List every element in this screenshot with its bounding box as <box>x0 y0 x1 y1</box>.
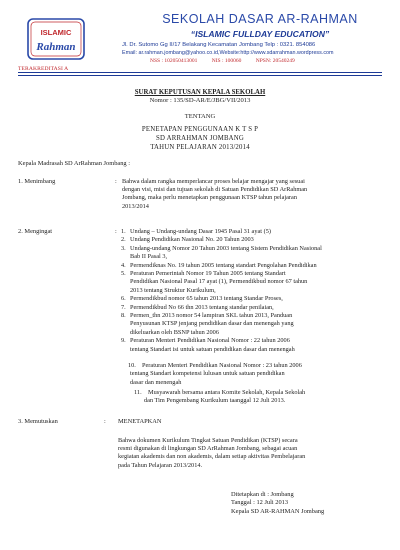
signature-signer: Kepala SD AR-RAHMAN Jombang <box>231 507 325 515</box>
school-name: SEKOLAH DASAR AR-RAHMAN <box>162 12 358 26</box>
decree-number: Nomor : 135/SD-AR/E/JBG/VII/2013 <box>149 97 251 104</box>
memutuskan-colon: : <box>104 418 106 425</box>
accreditation-label: TERAKREDITASI A <box>18 66 69 72</box>
decree-subject-2: SD ARRAHMAN JOMBANG <box>155 135 245 142</box>
menimbang-line: dengan visi, misi dan tujuan sekolah di Satuan Pendidikan SD ArRahman <box>122 186 308 194</box>
decree-subject-1: PENETAPAN PENGGUNAAN K T S P <box>141 126 259 133</box>
npsn-number: NPSN: 20540249 <box>255 58 295 64</box>
signature-date: Tanggal : 12 Juli 2013 <box>231 499 289 507</box>
list-item: 7. Permendikbud No 66 thn 2013 tentang standar penilaian, <box>121 303 274 311</box>
school-motto: “ISLAMIC FULLDAY EDUCATION” <box>190 29 330 39</box>
memutuskan-heading: MENETAPKAN <box>118 418 162 425</box>
menimbang-label: 1. Menimbang <box>18 178 56 185</box>
school-address: Jl. Dr. Sutomo Gg II/17 Belakang Kecamatan Jombang Telp : 0321. 854086 <box>122 42 316 48</box>
school-identifiers <box>150 58 308 64</box>
list-item: 3. Undang-undang Nomor 20 Tahun 2003 tentang Sistem Pendidikan Nasional Bab II Pasal 3, <box>121 244 322 261</box>
list-item: 6. Permendikbud nomor 65 tahun 2013 tentang Standar Proses, <box>121 295 283 303</box>
signature-block <box>231 491 324 516</box>
menimbang-text <box>122 178 307 211</box>
list-item: 8. Permen_thn 2013 nomor 54 lampiran SKL tahun 2013, Panduan Penyusunan KTSP jenjang pendidikan dasar dan menengah yang dikeluarkan oleh BSNP tahun 2006 <box>121 312 294 336</box>
mengingat-item-11: 11. Musyawarah bersama antara Komite Sekolah, Kepala Sekolah dan Tim Pengembang Kurikulum taanggal 12 Juli 2013. <box>134 389 306 405</box>
list-item: 5. Peraturan Pemerintah Nomor 19 Tahun 2005 tentang Standart Pendidikan Nasional Pasal 17 ayat (1), Permendikbud nomor 67 tahun 2013 tentang Struktur Kurikulum, <box>121 270 308 294</box>
list-item: 2. Undang Pendidikan Nasional No. 20 Tahun 2003 <box>121 236 254 244</box>
mengingat-colon: : <box>115 228 117 235</box>
list-item: 9. Peraturan Menteri Pendidikan Nasional Nomor : 22 tahun 2006 tentang Standart isi untuk satuan pendidikan dasar dan menengah <box>121 337 295 353</box>
list-item: 1. Undang – Undang-undang Dasar 1945 Pasal 31 ayat (5) <box>121 228 271 235</box>
list-item: 4. Permendiknas No. 19 tahun 2005 tentang standart Pengolahan Pendidikan <box>121 261 317 269</box>
logo-bottom-text: Rahman <box>36 41 76 53</box>
school-logo <box>20 15 92 63</box>
decree-subject-3: TAHUN PELAJARAN 2013/2014 <box>150 144 250 151</box>
mengingat-label: 2. Mengingat <box>18 228 53 235</box>
school-email-website: Email: ar.rahman.jombang@yahoo.co.id,Website:http://www.sdarrahman.wordpress.com <box>122 50 334 56</box>
menimbang-colon: : <box>115 178 117 185</box>
memutuskan-label: 3. Memutuskan <box>18 418 58 425</box>
menimbang-line: Bahwa dalam rangka memperlancar proses belajar mengajar yang sesuai <box>122 178 305 185</box>
decree-tentang: TENTANG <box>184 113 216 120</box>
letterhead-rule-thin <box>18 75 382 76</box>
letterhead-rule-thick <box>18 72 382 73</box>
nss-number: NSS : 102050413001 <box>150 58 198 64</box>
memutuskan-text: Bahwa dokumen Kurikulum Tingkat Satuan Pendidikan (KTSP) secara resmi digunakan di lingkungan SD ArRahman Jombang, sebagai acuan kegiatan akademis dan non akademis, dalam setiap aktivitas Pembelajaran pada Tahun Pelajaran 2013/2014. <box>118 437 306 469</box>
decree-title: SURAT KEPUTUSAN KEPALA SEKOLAH <box>134 89 266 96</box>
menimbang-line: 2013/2014 <box>122 202 149 210</box>
mengingat-list <box>121 228 391 354</box>
signature-place: Ditetapkan di : Jombang <box>231 491 294 498</box>
menimbang-line: Jombang, maka perlu menetapkan penggunaan KTSP tahun pelajaran <box>122 194 297 202</box>
nis-number: NIS : 100060 <box>211 58 242 64</box>
logo-top-text: ISLAMIC <box>40 28 72 37</box>
opening-line: Kepala Madrasah SD ArRahman Jombang : <box>18 160 130 167</box>
mengingat-item-10: 10. Peraturan Menteri Pendidikan Nasional Nomor : 23 tahun 2006 tentang Standart kompetensi lulusan untuk satuan pendidikan dasar dan menengah <box>128 362 302 386</box>
